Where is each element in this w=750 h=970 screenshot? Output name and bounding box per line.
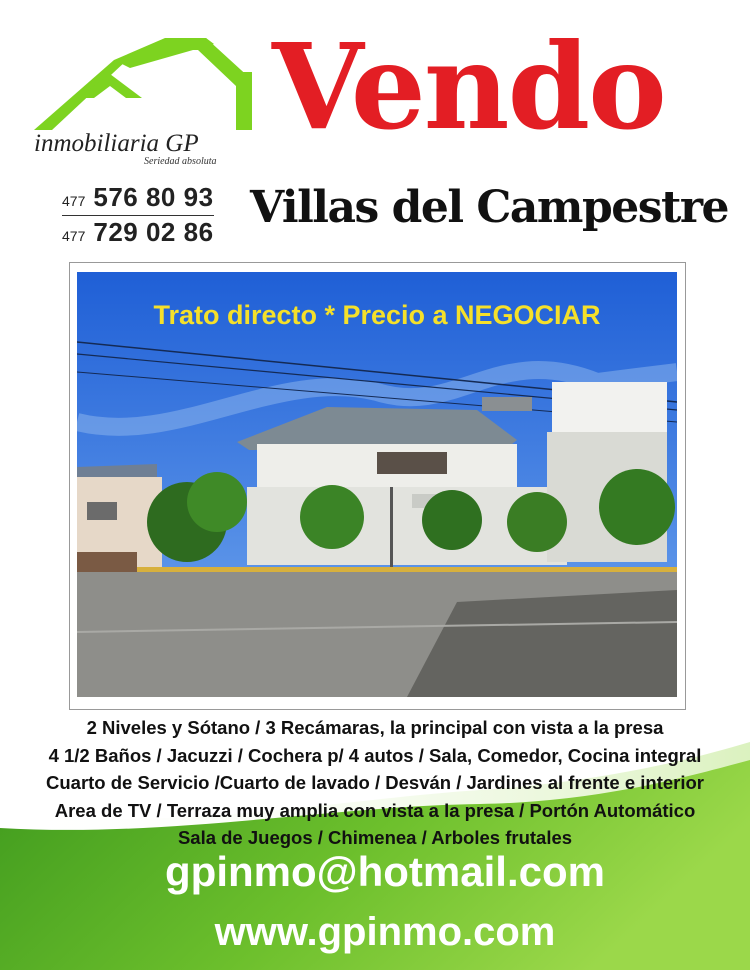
house-illustration xyxy=(77,272,677,697)
feature-line: 4 1/2 Baños / Jacuzzi / Cochera p/ 4 autos / Sala, Comedor, Cocina integral xyxy=(48,744,702,766)
feature-line: Area de TV / Terraza muy amplia con vista a la presa / Portón Automático xyxy=(54,799,696,821)
phone-area-code: 477 xyxy=(62,193,86,209)
house-roof-icon xyxy=(30,38,260,134)
contact-website: www.gpinmo.com xyxy=(214,910,556,954)
deal-banner: Trato directo * Precio a NEGOCIAR xyxy=(153,300,601,330)
phone-area-code: 477 xyxy=(62,228,86,244)
phone-number-2 xyxy=(62,215,214,248)
phone-digits: 576 80 93 xyxy=(93,182,214,212)
company-name: inmobiliaria GP xyxy=(34,130,199,157)
phone-list xyxy=(62,182,214,248)
phone-number-1 xyxy=(62,182,214,213)
feature-line: Sala de Juegos / Chimenea / Arboles frutales xyxy=(177,827,573,848)
headline: Vendo xyxy=(272,17,665,156)
contact-email: gpinmo@hotmail.com xyxy=(165,848,605,895)
phone-digits: 729 02 86 xyxy=(93,217,214,247)
feature-line: Cuarto de Servicio /Cuarto de lavado / Desván / Jardines al frente e interior xyxy=(46,772,704,793)
company-logo xyxy=(30,38,260,178)
company-tagline: Seriedad absoluta xyxy=(144,156,217,167)
feature-list xyxy=(0,714,750,852)
property-photo-frame xyxy=(69,262,686,710)
property-photo xyxy=(77,272,677,697)
feature-line: 2 Niveles y Sótano / 3 Recámaras, la principal con vista a la presa xyxy=(86,717,664,738)
location-title: Villas del Campestre xyxy=(250,182,729,233)
